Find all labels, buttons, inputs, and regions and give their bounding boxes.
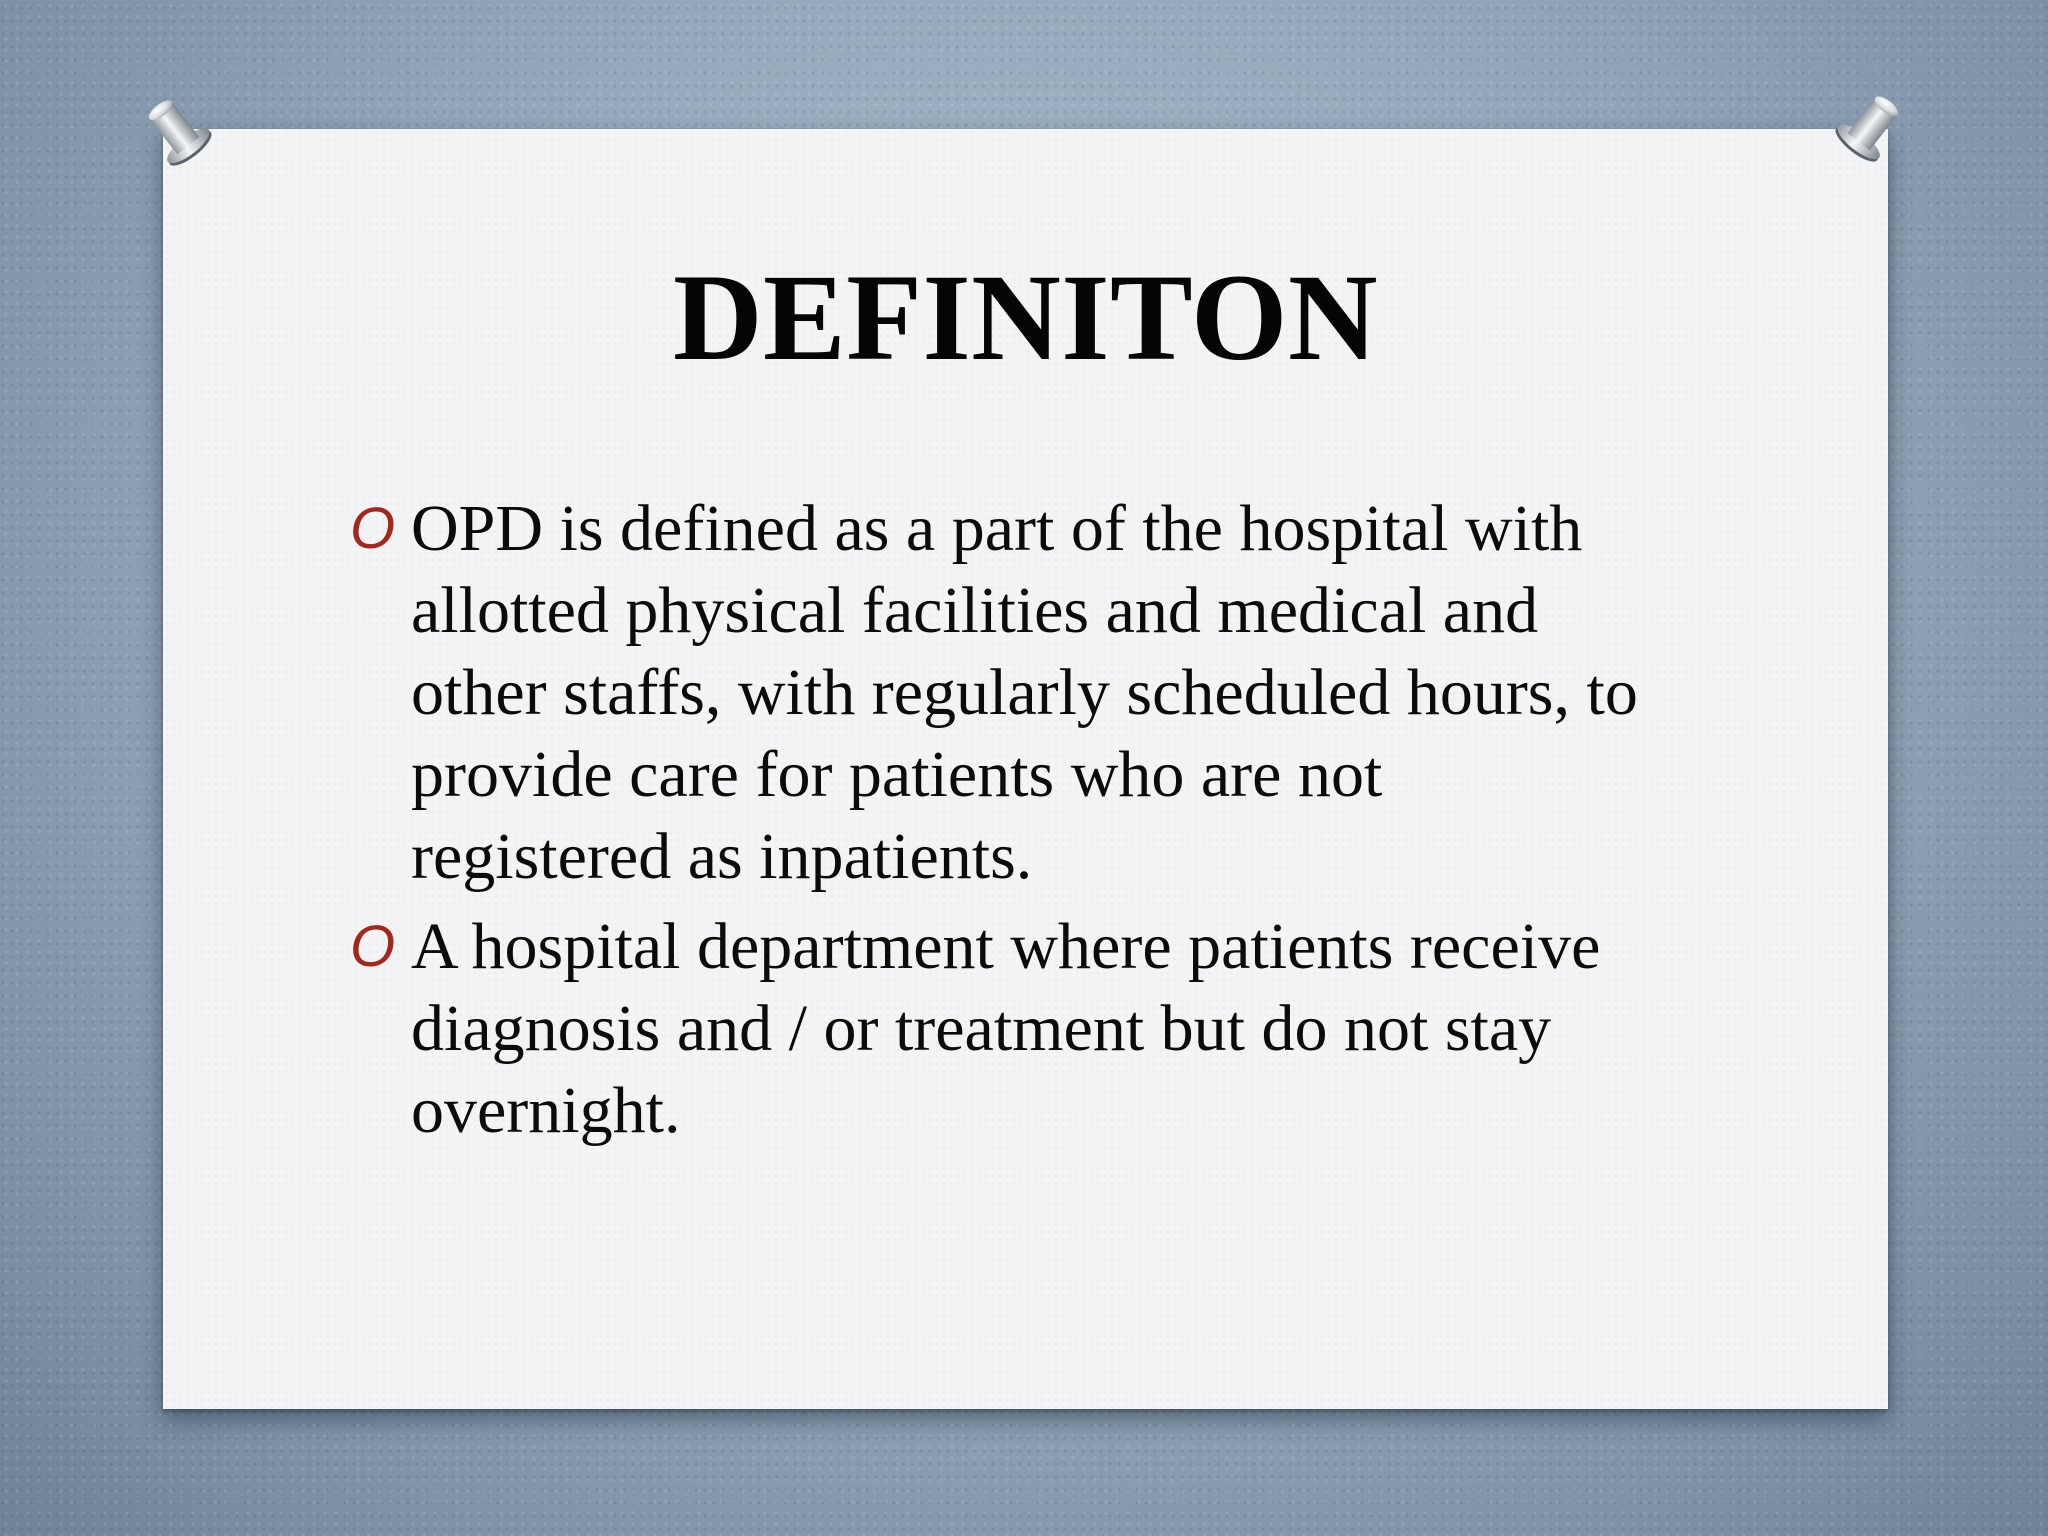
bullet-item [350, 906, 1710, 1152]
bullet-line: allotted physical facilities and medical and [411, 574, 1539, 647]
bullet-item [350, 488, 1710, 898]
bullet-line: overnight. [411, 1074, 681, 1147]
bullet-line: other staffs, with regularly scheduled hours, to [411, 656, 1638, 729]
bullet-line: provide care for patients who are not [411, 738, 1383, 811]
bullet-line: registered as inpatients. [411, 820, 1033, 893]
bullet-line: diagnosis and / or treatment but do not stay [411, 992, 1552, 1065]
bullet-marker-icon: O [350, 496, 396, 561]
bullet-line: OPD is defined as a part of the hospital with [411, 492, 1583, 565]
slide-title: DEFINITON [672, 249, 1379, 386]
bullet-list [350, 488, 1710, 1152]
bullet-marker-icon: O [350, 914, 396, 979]
bullet-line: A hospital department where patients receive [411, 910, 1601, 983]
